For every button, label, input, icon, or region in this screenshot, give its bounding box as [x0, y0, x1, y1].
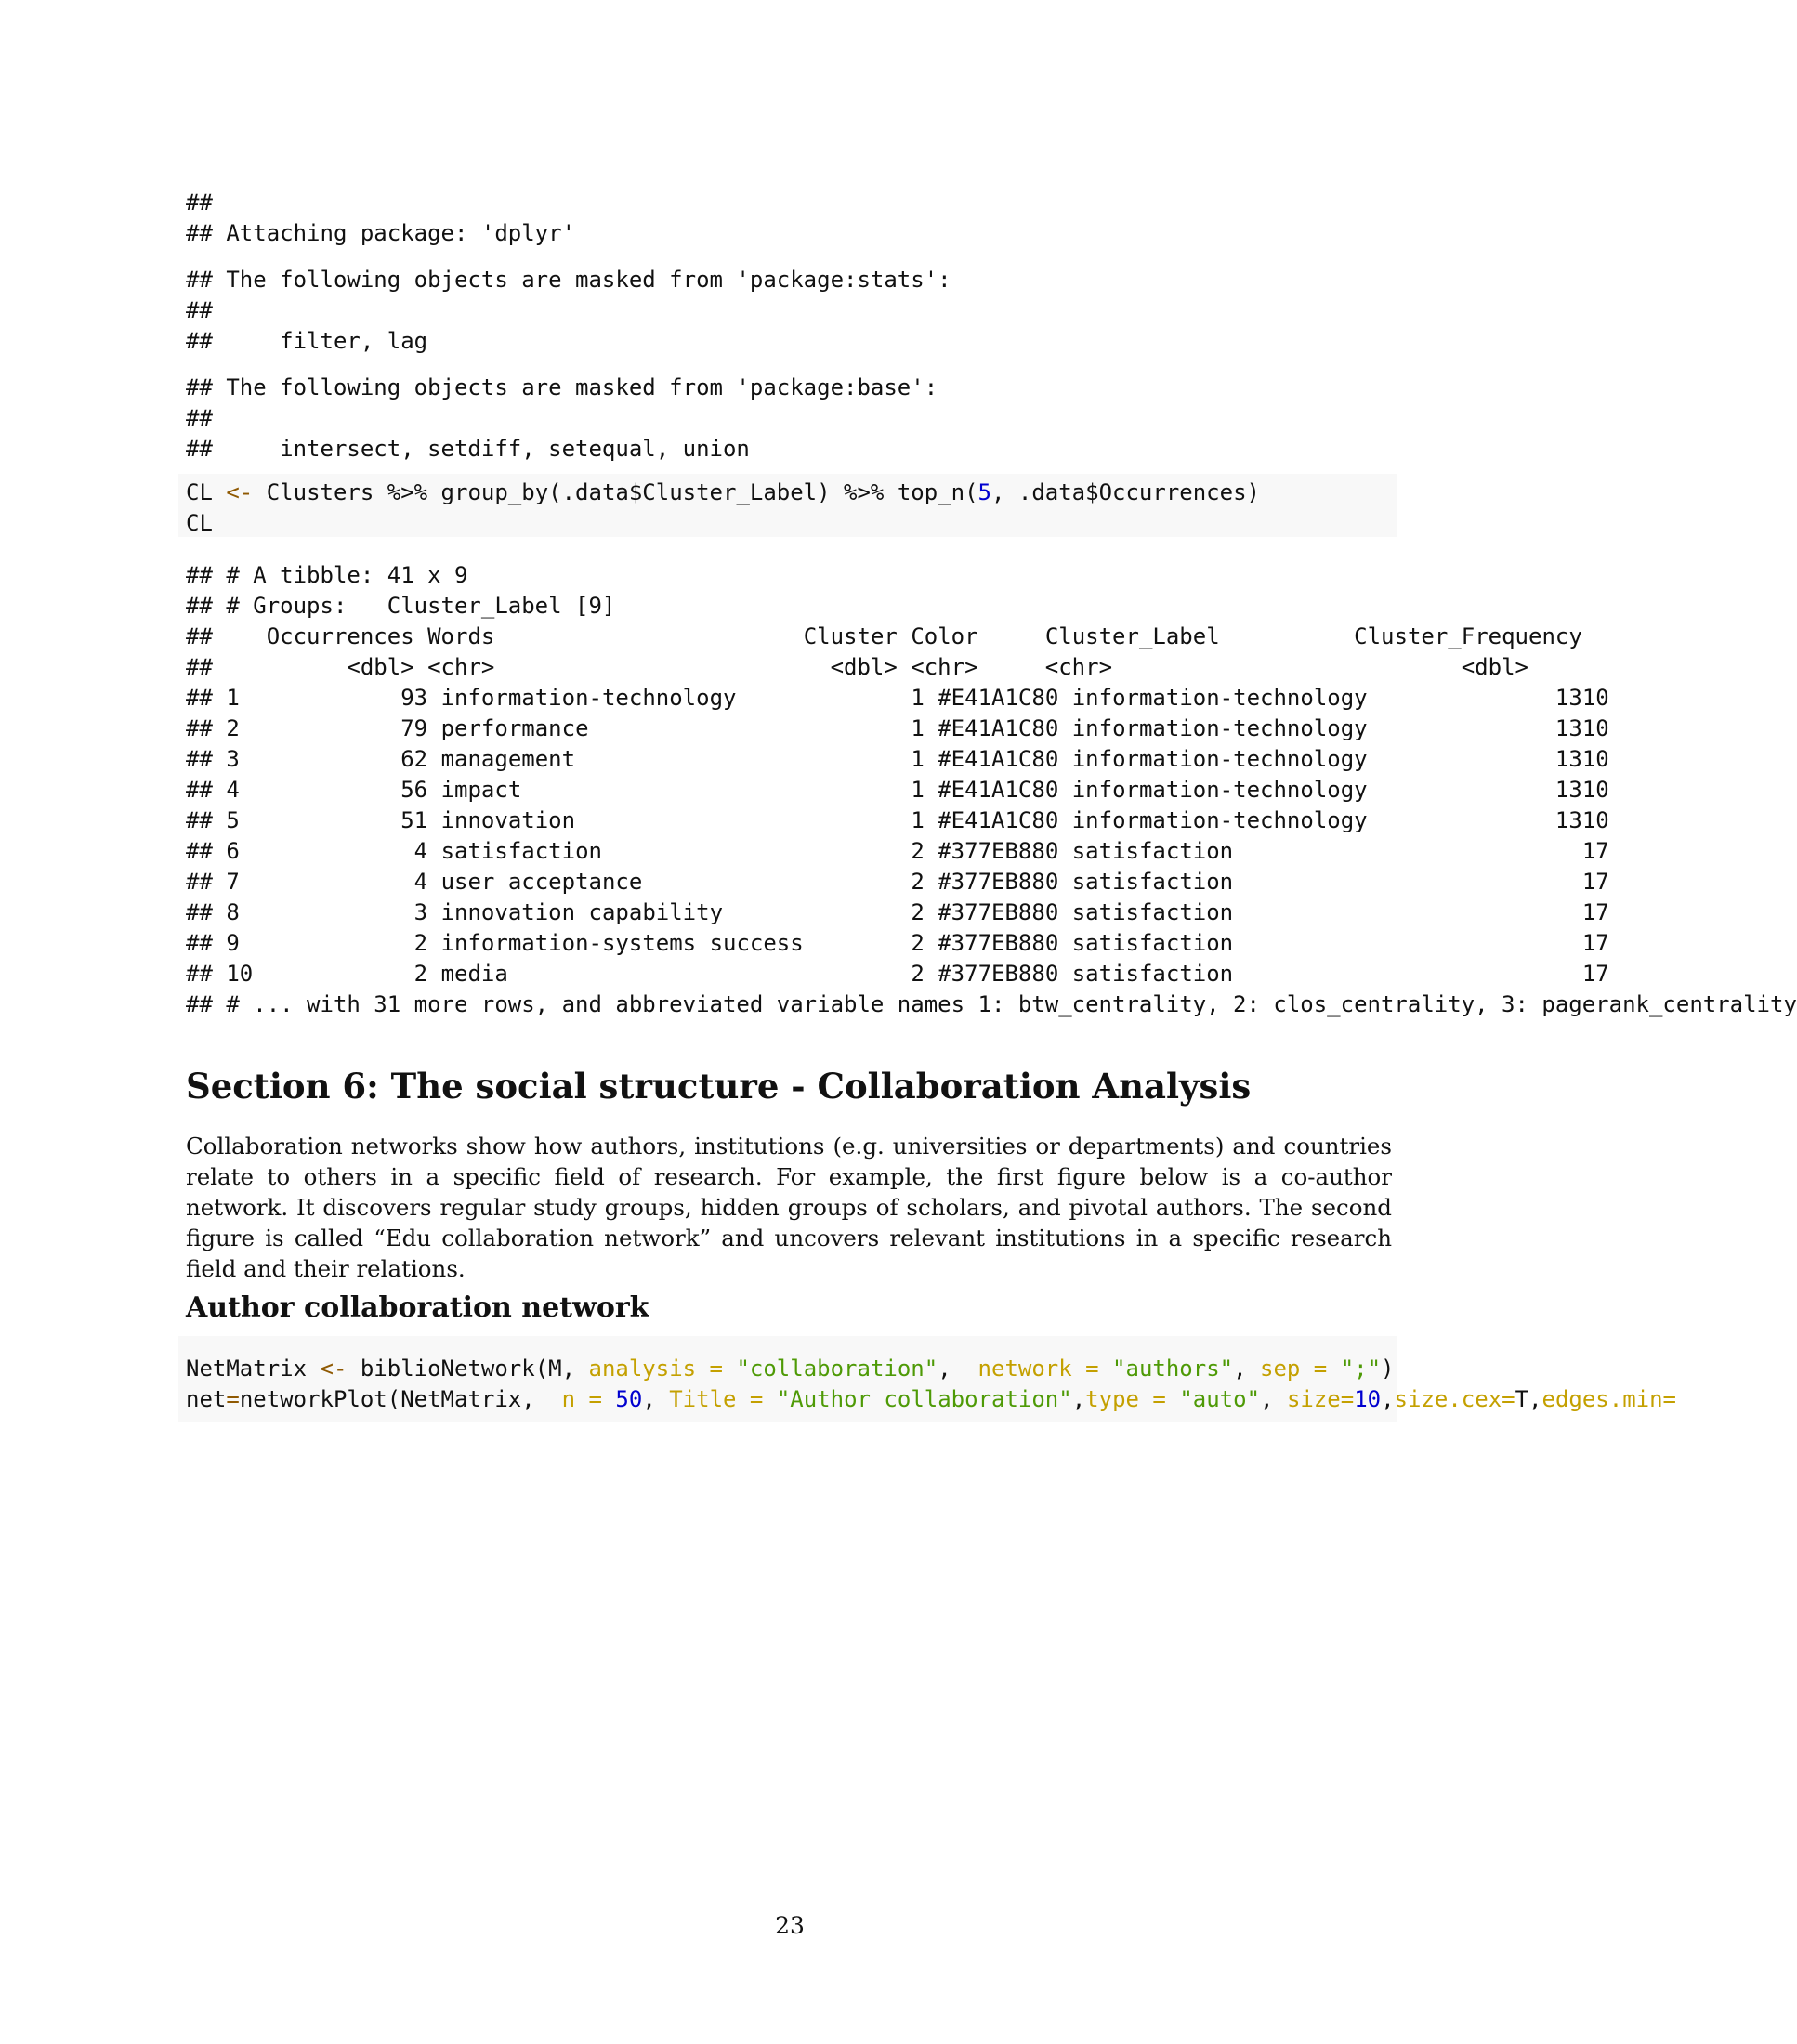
table-cell: 1310	[1554, 715, 1609, 741]
tibble-footer: ## # ... with 31 more rows, and abbreviated variable names 1: btw_centrality, 2: clos_centrality, 3: pagerank_centrality	[186, 991, 1797, 1017]
col-header: Occurrences	[266, 623, 414, 649]
table-cell: 8	[226, 899, 240, 925]
table-cell: 2	[226, 715, 240, 741]
code-argument: size.cex=	[1394, 1386, 1515, 1412]
tibble-rows	[186, 685, 1622, 987]
code-string: "authors"	[1098, 1356, 1234, 1382]
table-cell: innovation	[440, 807, 576, 833]
code-string: ";"	[1327, 1356, 1382, 1382]
page-number: 23	[775, 1912, 805, 1939]
code-argument: type =	[1085, 1386, 1166, 1412]
col-header: Color	[911, 623, 978, 649]
col-type: <chr>	[427, 654, 495, 680]
table-cell: management	[440, 746, 576, 772]
tibble-meta: ## # A tibble: 41 x 9	[186, 562, 468, 588]
console-line: ## The following objects are masked from 'package:base':	[186, 374, 938, 400]
table-cell: 2	[911, 899, 925, 925]
table-cell: 5	[226, 807, 240, 833]
table-cell: satisfaction	[440, 838, 602, 864]
table-cell: 51	[400, 807, 428, 833]
code-token: ,	[938, 1356, 978, 1382]
table-cell: media	[440, 961, 508, 987]
code-token	[602, 1386, 615, 1412]
table-cell: 6	[226, 838, 240, 864]
code-number: 5	[977, 479, 991, 505]
table-cell: #377EB880	[938, 930, 1059, 956]
table-cell: information-technology	[1071, 685, 1368, 711]
table-cell: satisfaction	[1071, 838, 1234, 864]
code-token: NetMatrix	[186, 1356, 321, 1382]
table-cell: 3	[413, 899, 428, 925]
table-cell: 2	[911, 869, 925, 895]
code-number: 50	[615, 1386, 643, 1412]
table-cell: satisfaction	[1071, 961, 1234, 987]
code-token: net	[186, 1386, 227, 1412]
table-cell: information-technology	[1071, 746, 1368, 772]
table-cell: performance	[440, 715, 589, 741]
table-cell: 17	[1581, 899, 1609, 925]
table-cell: satisfaction	[1071, 899, 1234, 925]
col-type: <dbl>	[1461, 654, 1528, 680]
table-cell: information-technology	[1071, 807, 1368, 833]
code-token: biblioNetwork(M,	[347, 1356, 589, 1382]
tibble-header-row: ## Occurrences Words Cluster Color Cluster_Label Cluster_Frequency	[186, 623, 1582, 649]
table-cell: user acceptance	[440, 869, 643, 895]
code-token: T,	[1515, 1386, 1542, 1412]
code-argument: analysis =	[588, 1356, 723, 1382]
console-line: ##	[186, 405, 213, 431]
table-cell: 17	[1581, 869, 1609, 895]
tibble-output	[186, 560, 1797, 1020]
table-cell: #377EB880	[938, 899, 1059, 925]
table-row: ## 1 93 information-technology 1 #E41A1C80 information-technology 1310	[186, 685, 1609, 711]
code-token: ,	[1381, 1386, 1395, 1412]
table-cell: 56	[400, 777, 428, 803]
table-cell: information-systems success	[440, 930, 804, 956]
table-cell: 2	[413, 930, 428, 956]
table-cell: information-technology	[1071, 777, 1368, 803]
table-cell: 1	[911, 746, 925, 772]
subsection-title: Author collaboration network	[186, 1291, 649, 1324]
table-cell: 2	[413, 961, 428, 987]
table-cell: 7	[226, 869, 240, 895]
code-token: ,	[642, 1386, 670, 1412]
table-cell: 1	[911, 715, 925, 741]
col-header: Words	[427, 623, 495, 649]
code-token: ,	[1071, 1386, 1086, 1412]
table-cell: #E41A1C80	[938, 715, 1059, 741]
table-cell: 1310	[1554, 685, 1609, 711]
code-lines	[178, 474, 1397, 539]
table-cell: 1	[911, 807, 925, 833]
table-cell: satisfaction	[1071, 930, 1234, 956]
col-header: Cluster_Frequency	[1354, 623, 1582, 649]
code-string: "auto"	[1165, 1386, 1261, 1412]
console-line: ## Attaching package: 'dplyr'	[186, 220, 576, 246]
code-argument: network =	[977, 1356, 1099, 1382]
code-token: ,	[1233, 1356, 1260, 1382]
table-cell: 4	[226, 777, 240, 803]
table-cell: impact	[440, 777, 522, 803]
table-cell: #377EB880	[938, 869, 1059, 895]
table-cell: information-technology	[440, 685, 737, 711]
table-cell: #377EB880	[938, 838, 1059, 864]
table-cell: 79	[400, 715, 428, 741]
console-output-attach	[186, 188, 575, 249]
tibble-type-row: ## <dbl> <chr> <dbl> <chr> <chr> <dbl>	[186, 654, 1528, 680]
console-line: ## The following objects are masked from 'package:stats':	[186, 267, 951, 293]
table-row: ## 2 79 performance 1 #E41A1C80 information-technology 1310	[186, 715, 1609, 741]
table-cell: 2	[911, 961, 925, 987]
table-row: ## 7 4 user acceptance 2 #377EB880 satisfaction 17	[186, 869, 1609, 895]
table-cell: 1	[226, 685, 240, 711]
table-cell: innovation capability	[440, 899, 724, 925]
code-operator: =	[226, 1386, 240, 1412]
console-line: ## filter, lag	[186, 328, 428, 354]
table-cell: 2	[911, 838, 925, 864]
table-cell: 93	[400, 685, 428, 711]
table-cell: 17	[1581, 838, 1609, 864]
code-operator: <-	[320, 1356, 348, 1382]
console-line: ##	[186, 190, 213, 216]
code-number: 10	[1354, 1386, 1382, 1412]
code-chunk-dplyr	[178, 474, 1397, 537]
code-token: CL	[186, 510, 213, 536]
table-cell: 1310	[1554, 746, 1609, 772]
table-cell: 1	[911, 685, 925, 711]
table-cell: 4	[413, 838, 428, 864]
table-cell: 1310	[1554, 807, 1609, 833]
code-token: CL	[186, 479, 227, 505]
code-lines	[178, 1336, 1676, 1415]
col-type: <dbl>	[347, 654, 414, 680]
table-cell: 17	[1581, 930, 1609, 956]
table-cell: satisfaction	[1071, 869, 1234, 895]
code-operator: <-	[226, 479, 254, 505]
code-string: "Author collaboration"	[763, 1386, 1072, 1412]
table-row: ## 4 56 impact 1 #E41A1C80 information-technology 1310	[186, 777, 1609, 803]
table-row: ## 8 3 innovation capability 2 #377EB880 satisfaction 17	[186, 899, 1609, 925]
table-cell: #E41A1C80	[938, 685, 1059, 711]
table-cell: #E41A1C80	[938, 807, 1059, 833]
code-argument: sep =	[1260, 1356, 1328, 1382]
table-cell: #E41A1C80	[938, 777, 1059, 803]
section-paragraph: Collaboration networks show how authors, institutions (e.g. universities or departments) and countries relate to others in a specific field of research. For example, the first figure below is a co-author network. It discovers regular study groups, hidden groups of scholars, and pivotal authors. The second figure is called “Edu collaboration network” and uncovers relevant institutions in a specific research field and their relations.	[186, 1133, 1392, 1282]
table-cell: 17	[1581, 961, 1609, 987]
table-cell: 62	[400, 746, 428, 772]
table-cell: #377EB880	[938, 961, 1059, 987]
section-title: Section 6: The social structure - Collaboration Analysis	[186, 1066, 1252, 1107]
console-output-masked-base	[186, 373, 938, 465]
table-cell: 1310	[1554, 777, 1609, 803]
col-type: <dbl>	[830, 654, 898, 680]
table-cell: 4	[413, 869, 428, 895]
table-cell: 1	[911, 777, 925, 803]
table-cell: 9	[226, 930, 240, 956]
table-row: ## 3 62 management 1 #E41A1C80 information-technology 1310	[186, 746, 1609, 772]
table-row: ## 10 2 media 2 #377EB880 satisfaction 17	[186, 961, 1609, 987]
code-argument: edges.min=	[1541, 1386, 1676, 1412]
table-row: ## 9 2 information-systems success 2 #377EB880 satisfaction 17	[186, 930, 1609, 956]
code-token: , .data$Occurrences)	[990, 479, 1260, 505]
table-cell: 10	[226, 961, 254, 987]
code-argument: Title =	[669, 1386, 764, 1412]
table-row: ## 6 4 satisfaction 2 #377EB880 satisfaction 17	[186, 838, 1609, 864]
table-cell: 3	[226, 746, 240, 772]
code-token: networkPlot(NetMatrix,	[239, 1386, 562, 1412]
code-token: Clusters %>% group_by(.data$Cluster_Label) %>% top_n(	[253, 479, 978, 505]
console-output-masked-stats	[186, 265, 951, 357]
console-line: ##	[186, 297, 213, 323]
code-string: "collaboration"	[723, 1356, 938, 1382]
col-type: <chr>	[1044, 654, 1113, 680]
code-token: ,	[1260, 1386, 1287, 1412]
table-cell: 2	[911, 930, 925, 956]
code-chunk-network	[178, 1336, 1676, 1422]
tibble-meta: ## # Groups: Cluster_Label [9]	[186, 593, 616, 619]
col-header: Cluster_Label	[1044, 623, 1220, 649]
table-cell: #E41A1C80	[938, 746, 1059, 772]
table-row: ## 5 51 innovation 1 #E41A1C80 information-technology 1310	[186, 807, 1609, 833]
code-argument: size=	[1286, 1386, 1355, 1412]
console-line: ## intersect, setdiff, setequal, union	[186, 436, 750, 462]
col-type: <chr>	[911, 654, 978, 680]
table-cell: information-technology	[1071, 715, 1368, 741]
code-token: )	[1381, 1356, 1395, 1382]
code-argument: n =	[561, 1386, 602, 1412]
col-header: Cluster	[803, 623, 898, 649]
